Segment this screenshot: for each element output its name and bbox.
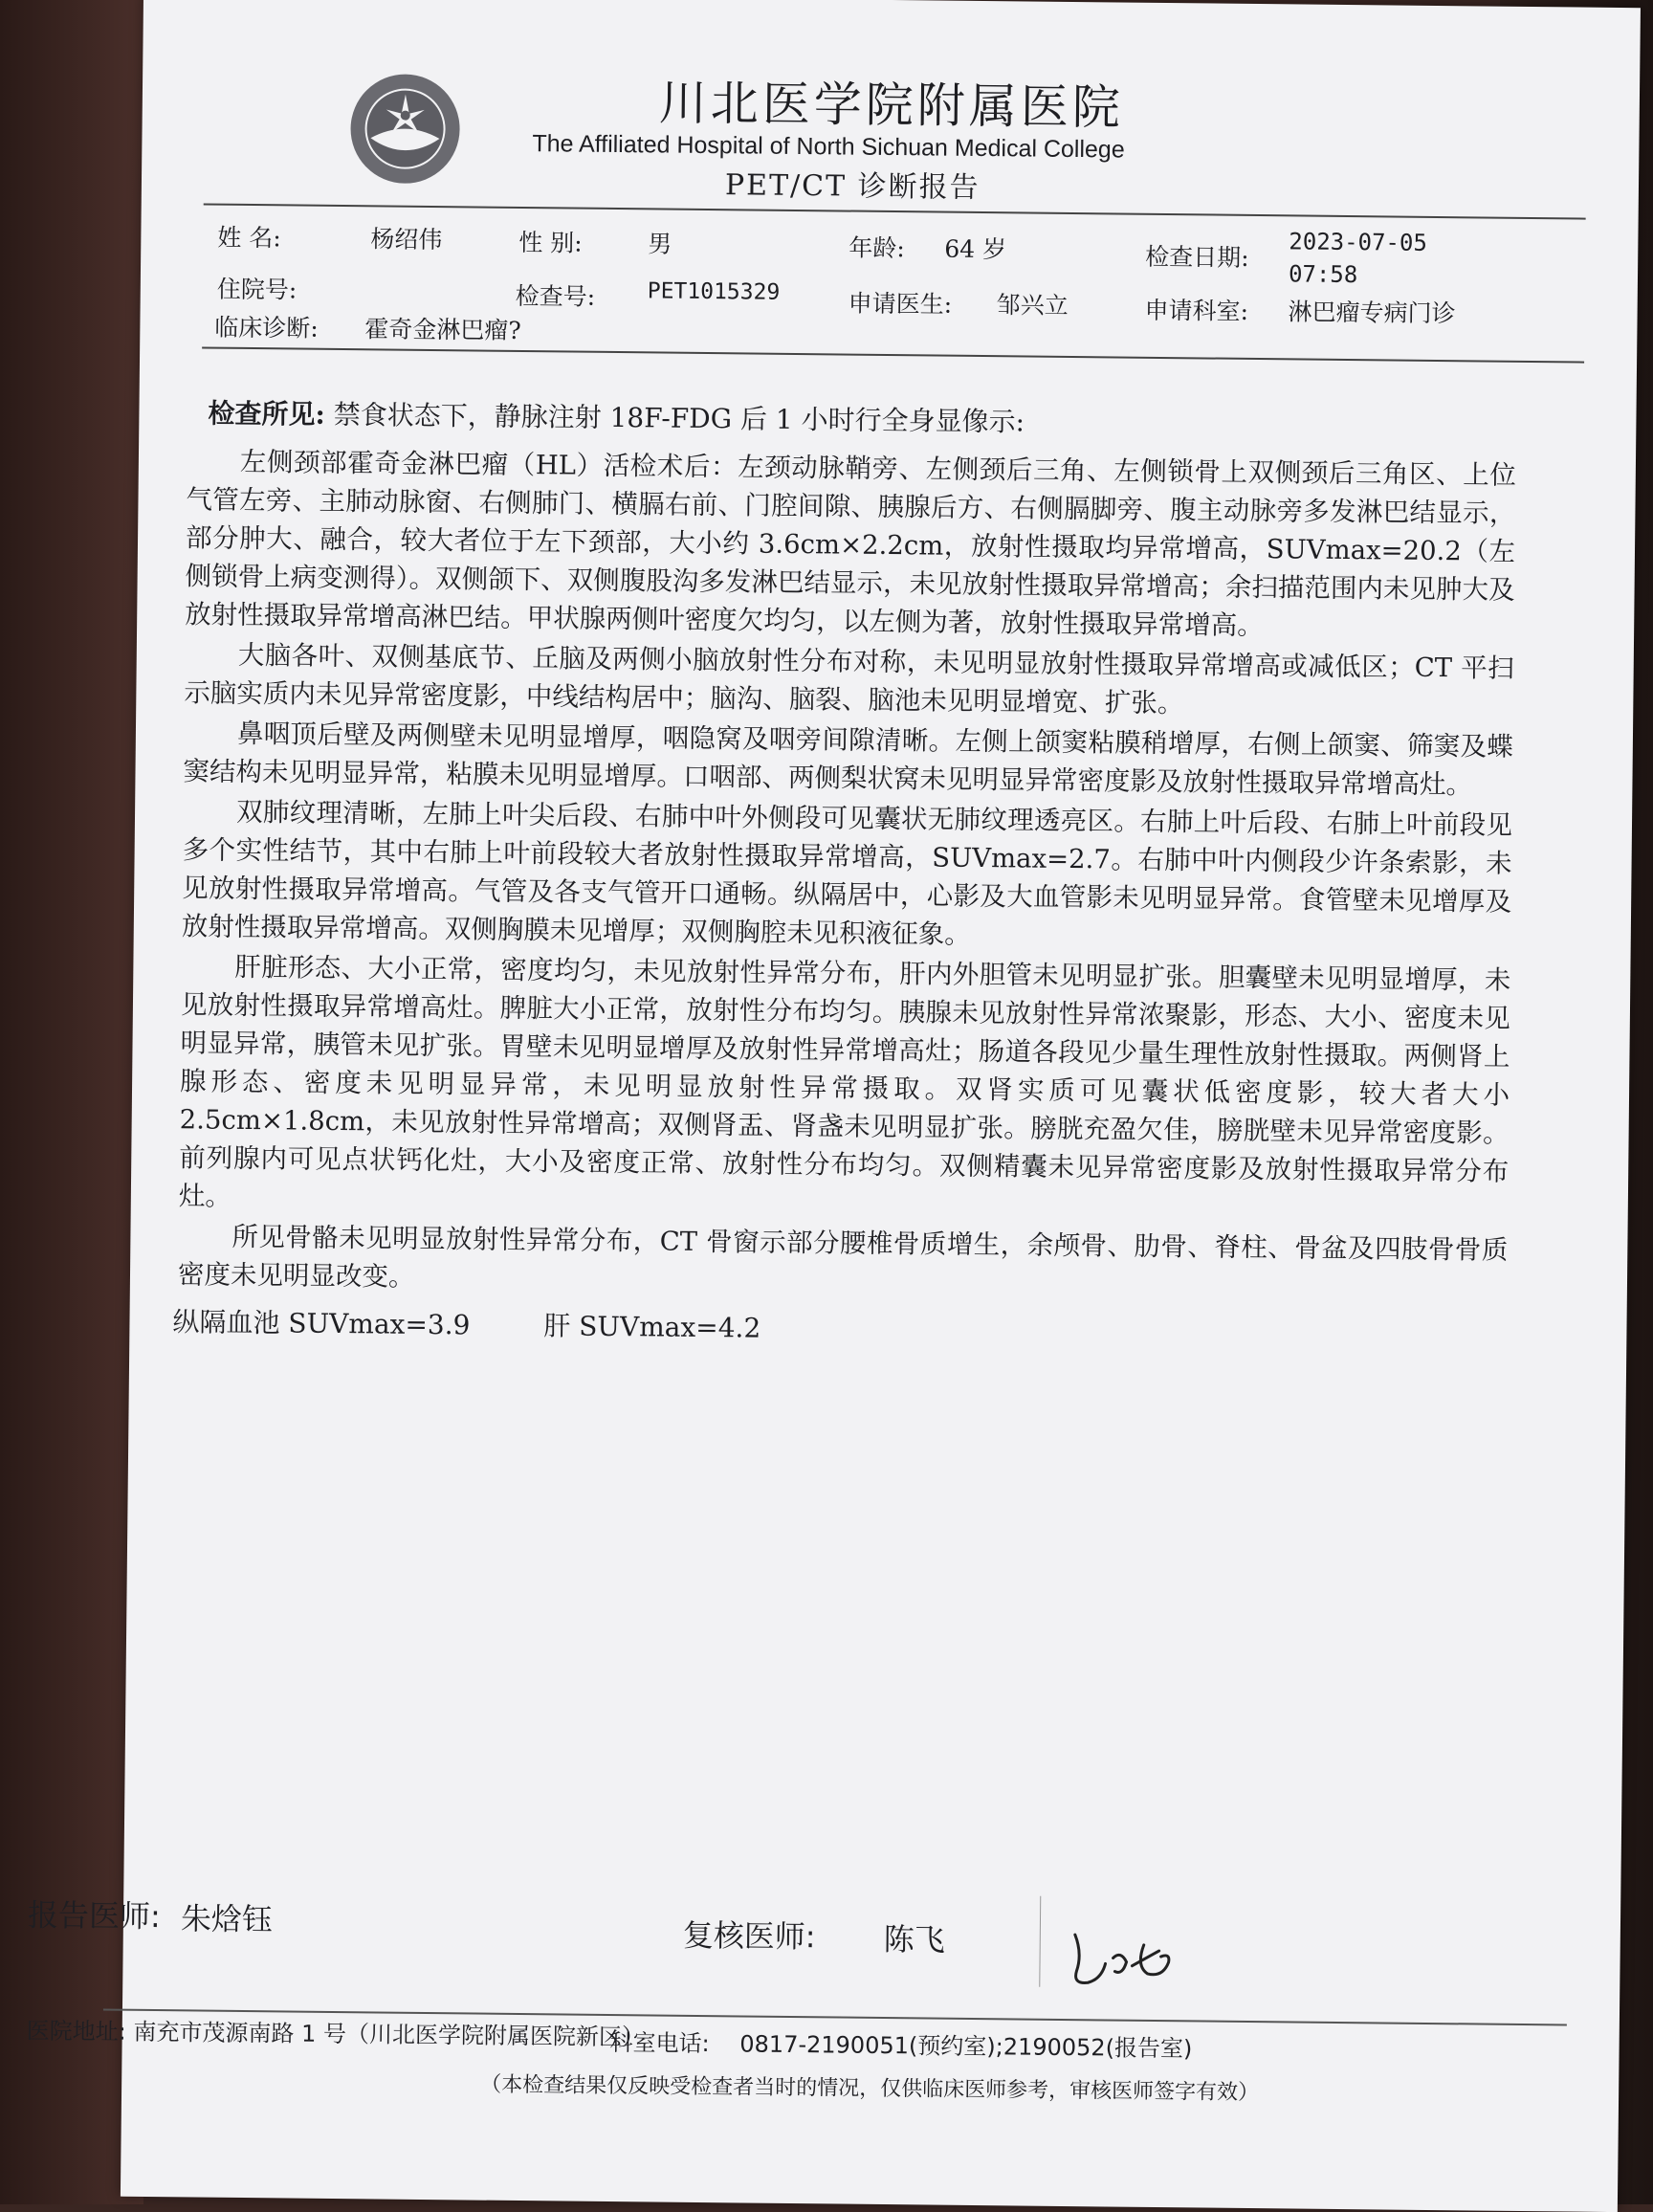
finding-paragraph: 鼻咽顶后壁及两侧壁未见明显增厚，咽隐窝及咽旁间隙清晰。左侧上颌窦粘膜稍增厚，右侧上颌窦、筛窦及蝶窦结构未见明显异常，粘膜未见明显增厚。口咽部、两侧梨状窝未见明显异常密度影及放射性摄取异常增高灶。 bbox=[183, 718, 1514, 801]
patient-name: 杨绍伟 bbox=[370, 225, 443, 254]
age-label: 年龄: bbox=[849, 233, 905, 263]
finding-paragraph: 肝脏形态、大小正常，密度均匀，未见放射性异常分布，肝内外胆管未见明显扩张。胆囊壁未见明显增厚，未见放射性摄取异常增高灶。脾脏大小正常，放射性分布均匀。胰腺未见放射性异常浓聚影，形态、大小、密度未见明显异常，胰管未见扩张。胃壁未见明显增厚及放射性异常增高灶；肠道各段见少量生理性放射性摄取。两侧肾上腺形态、密度未见明显异常，未见明显放射性异常摄取。双肾实质可见囊状低密度影，较大者大小 2.5cm×1.8cm，未见放射性异常增高；双侧肾盂、肾盏未见明显扩张。膀胱充盈欠佳，膀胱壁未见异常密度影。前列腺内可见点状钙化灶，大小及密度正常、放射性分布均匀。双侧精囊未见异常密度影及放射性摄取异常分布灶。 bbox=[178, 951, 1511, 1212]
patient-sex: 男 bbox=[648, 230, 672, 258]
patient-age: 64 岁 bbox=[944, 234, 1007, 264]
name-label: 姓 名: bbox=[217, 223, 281, 253]
review-doctor: 陈飞 bbox=[883, 1921, 945, 1958]
phone-line bbox=[609, 2024, 1192, 2063]
exam-date: 2023-07-05 bbox=[1289, 228, 1428, 256]
suv-liver: 肝 SUVmax=4.2 bbox=[543, 1310, 761, 1344]
finding-paragraph: 左侧颈部霍奇金淋巴瘤（HL）活检术后：左颈动脉鞘旁、左侧颈后三角、左侧锁骨上双侧颈后三角区、上位气管左旁、主肺动脉窗、右侧肺门、横膈右前、门腔间隙、胰腺后方、右侧膈脚旁、腹主动脉旁多发淋巴结显示，部分肿大、融合，较大者位于左下颈部，大小约 3.6cm×2.2cm，放射性摄取均异常增高，SUVmax=20.2（左侧锁骨上病变测得）。双侧颌下、双侧腹股沟多发淋巴结显示，未见放射性摄取异常增高；余扫描范围内未见肿大及放射性摄取异常增高淋巴结。甲状腺两侧叶密度欠均匀，以左侧为著，放射性摄取异常增高。 bbox=[185, 446, 1517, 642]
signature-divider bbox=[1039, 1896, 1041, 1987]
phone: 0817-2190051(预约室);2190052(报告室) bbox=[739, 2030, 1193, 2063]
review-doctor-label: 复核医师: bbox=[682, 1916, 816, 1956]
finding-paragraph: 大脑各叶、双侧基底节、丘脑及两侧小脑放射性分布对称，未见明显放射性摄取异常增高或减低区；CT 平扫示脑实质内未见异常密度影，中线结构居中；脑沟、脑裂、脑池未见明显增宽、扩张。 bbox=[184, 639, 1514, 719]
doctor-label: 申请医生: bbox=[848, 289, 953, 319]
diagnosis-label: 临床诊断: bbox=[214, 313, 319, 343]
exam-date-label: 检查日期: bbox=[1145, 242, 1249, 272]
requesting-doctor: 邹兴立 bbox=[996, 291, 1069, 320]
findings-heading: 检查所见: bbox=[208, 397, 325, 431]
findings-section bbox=[129, 392, 1516, 1354]
address-label: 医院地址: bbox=[26, 2017, 126, 2046]
dept-label: 申请科室: bbox=[1144, 296, 1249, 325]
suv-mediastinum: 纵隔血池 SUVmax=3.9 bbox=[172, 1306, 471, 1341]
report-paper bbox=[26, 0, 1641, 2212]
sex-label: 性 别: bbox=[518, 228, 583, 257]
hospital-name-en: The Affiliated Hospital of North Sichuan Medical College bbox=[532, 130, 1125, 164]
report-doctor: 朱焓钰 bbox=[180, 1900, 274, 1938]
finding-paragraph: 所见骨骼未见明显放射性异常分布，CT 骨窗示部分腰椎骨质增生，余颅骨、肋骨、脊柱、骨盆及四肢骨骨质密度未见明显改变。 bbox=[177, 1221, 1509, 1293]
report-doctor-label: 报告医师: bbox=[27, 1896, 161, 1936]
suv-reference-line bbox=[172, 1301, 1507, 1354]
address: 南充市茂源南路 1 号（川北医学院附属医院新区） bbox=[133, 2018, 646, 2051]
clinical-diagnosis: 霍奇金淋巴瘤? bbox=[364, 315, 521, 344]
info-divider bbox=[202, 346, 1584, 363]
findings-intro: 禁食状态下，静脉注射 18F-FDG 后 1 小时行全身显像示: bbox=[333, 398, 1025, 438]
hospital-seal-logo-icon bbox=[347, 71, 463, 187]
finding-paragraph: 双肺纹理清晰，左肺上叶尖后段、右肺中叶外侧段可见囊状无肺纹理透亮区。右肺上叶后段、右肺上叶前段见多个实性结节，其中右肺上叶前段较大者放射性摄取异常增高，SUVmax=2.7。右肺中叶内侧段少许条索影，未见放射性摄取异常增高。气管及各支气管开口通畅。纵隔居中，心影及大血管影未见明显异常。食管壁未见增厚及放射性摄取异常增高。双侧胸膜未见增厚；双侧胸腔未见积液征象。 bbox=[181, 796, 1513, 950]
findings-heading-line bbox=[208, 393, 1516, 445]
inpatient-label: 住院号: bbox=[216, 275, 298, 304]
exam-no: PET1015329 bbox=[647, 278, 781, 305]
address-line bbox=[27, 2012, 646, 2052]
exam-time: 07:58 bbox=[1288, 260, 1358, 289]
header-divider bbox=[204, 203, 1586, 219]
exam-no-label: 检查号: bbox=[515, 281, 596, 311]
desk-background bbox=[0, 0, 143, 2204]
requesting-dept: 淋巴瘤专病门诊 bbox=[1288, 298, 1456, 328]
handwritten-signature-icon bbox=[1055, 1915, 1200, 2003]
phone-label: 科室电话: bbox=[609, 2029, 710, 2058]
report-title: PET/CT 诊断报告 bbox=[724, 168, 981, 205]
hospital-name-cn: 川北医学院附属医院 bbox=[658, 75, 1125, 136]
disclaimer: （本检查结果仅反映受检查者当时的情况，仅供临床医师参考，审核医师签字有效） bbox=[480, 2072, 1260, 2106]
